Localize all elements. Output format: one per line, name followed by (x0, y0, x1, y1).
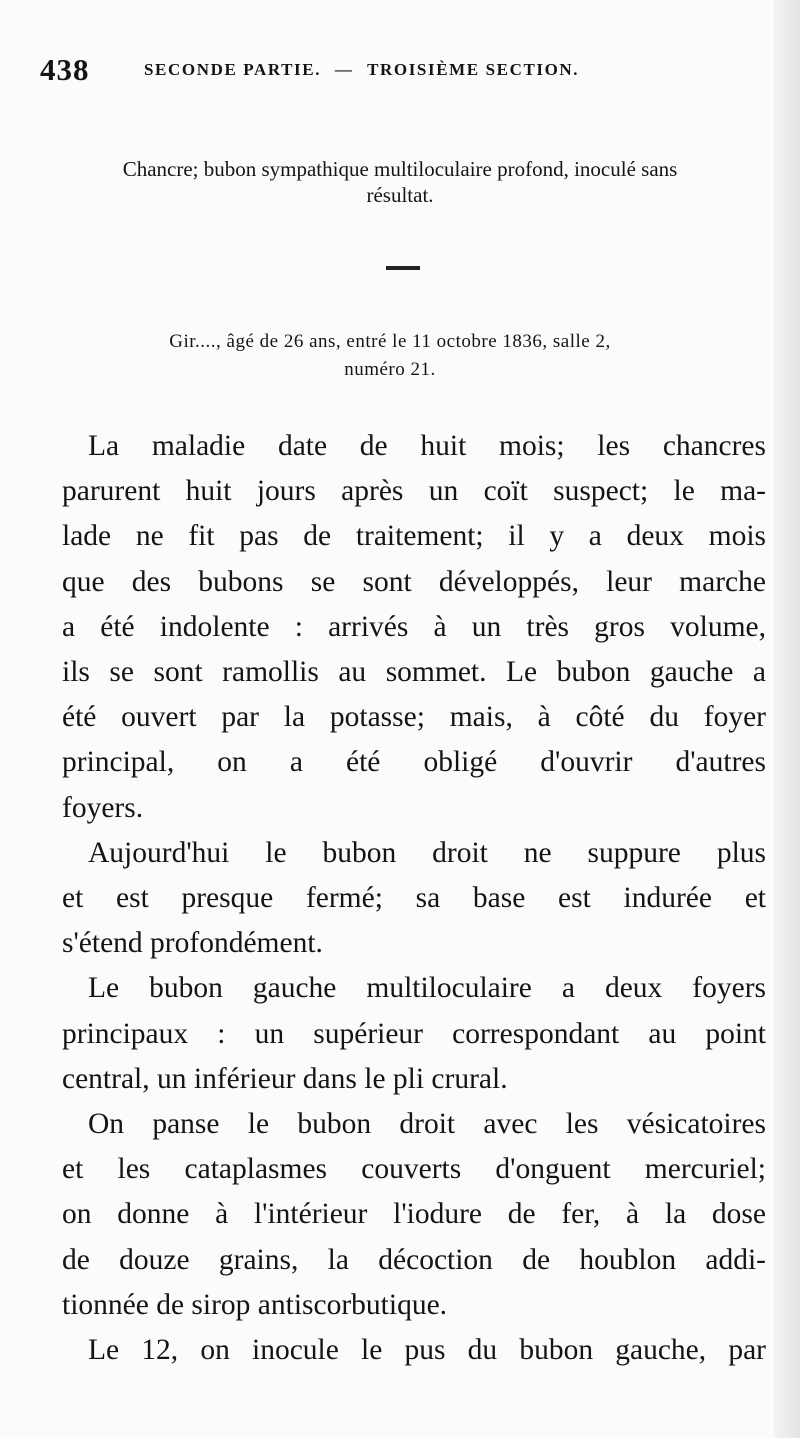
paragraph (62, 966, 766, 1102)
text-line: ils se sont ramollis au sommet. Le bubon gauche a (62, 656, 766, 689)
text-line: principal, on a été obligé d'ouvrir d'autres (62, 746, 766, 779)
text-line: Le 12, on inocule le pus du bubon gauche, par (88, 1334, 766, 1367)
paragraph (62, 424, 766, 831)
text-line: et est presque fermé; sa base est indurée et (62, 882, 766, 915)
case-heading (40, 156, 760, 208)
text-line: La maladie date de huit mois; les chancres (88, 430, 766, 462)
paragraph (62, 1102, 766, 1328)
text-line: a été indolente : arrivés à un très gros volume, (62, 610, 766, 643)
title-dash: — (334, 60, 354, 79)
section-title (144, 60, 579, 80)
text-line: que des bubons se sont développés, leur marche (62, 565, 766, 598)
text-line: parurent huit jours après un coït suspect; le ma- (62, 475, 766, 508)
patient-line-1: Gir...., âgé de 26 ans, entré le 11 octobre 1836, salle 2, (169, 331, 611, 352)
patient-info (70, 328, 710, 384)
text-line: principaux : un supérieur correspondant au point (62, 1017, 766, 1050)
paragraph (62, 1328, 766, 1373)
text-line: tionnée de sirop antiscorbutique. (62, 1288, 448, 1321)
text-line: central, un inférieur dans le pli crural. (62, 1062, 508, 1095)
page-edge-shadow (774, 0, 800, 1438)
paragraph (62, 831, 766, 967)
text-line: Aujourd'hui le bubon droit ne suppure plus (88, 836, 766, 869)
text-line: Le bubon gauche multiloculaire a deux foyers (88, 972, 766, 1005)
case-heading-line-1: Chancre; bubon sympathique multiloculaire profond, inoculé sans (122, 157, 678, 181)
case-heading-line-2: résultat. (366, 183, 434, 207)
text-line: s'étend profondément. (62, 927, 323, 960)
text-line: de douze grains, la décoction de houblon addi- (62, 1243, 766, 1276)
page-number: 438 (40, 52, 90, 87)
section-label: TROISIÈME SECTION. (367, 60, 580, 79)
part-title: SECONDE PARTIE. (144, 60, 322, 79)
text-line: lade ne fit pas de traitement; il y a deux mois (62, 520, 766, 553)
separator-rule (386, 266, 420, 270)
text-line: été ouvert par la potasse; mais, à côté du foyer (62, 701, 766, 734)
body-text (62, 424, 766, 1373)
text-line: et les cataplasmes couverts d'onguent mercuriel; (62, 1153, 766, 1186)
running-head (40, 52, 680, 92)
text-line: On panse le bubon droit avec les vésicatoires (88, 1108, 766, 1141)
text-line: on donne à l'intérieur l'iodure de fer, à la dose (62, 1198, 766, 1231)
patient-line-2: numéro 21. (344, 359, 436, 380)
text-line: foyers. (62, 791, 144, 824)
